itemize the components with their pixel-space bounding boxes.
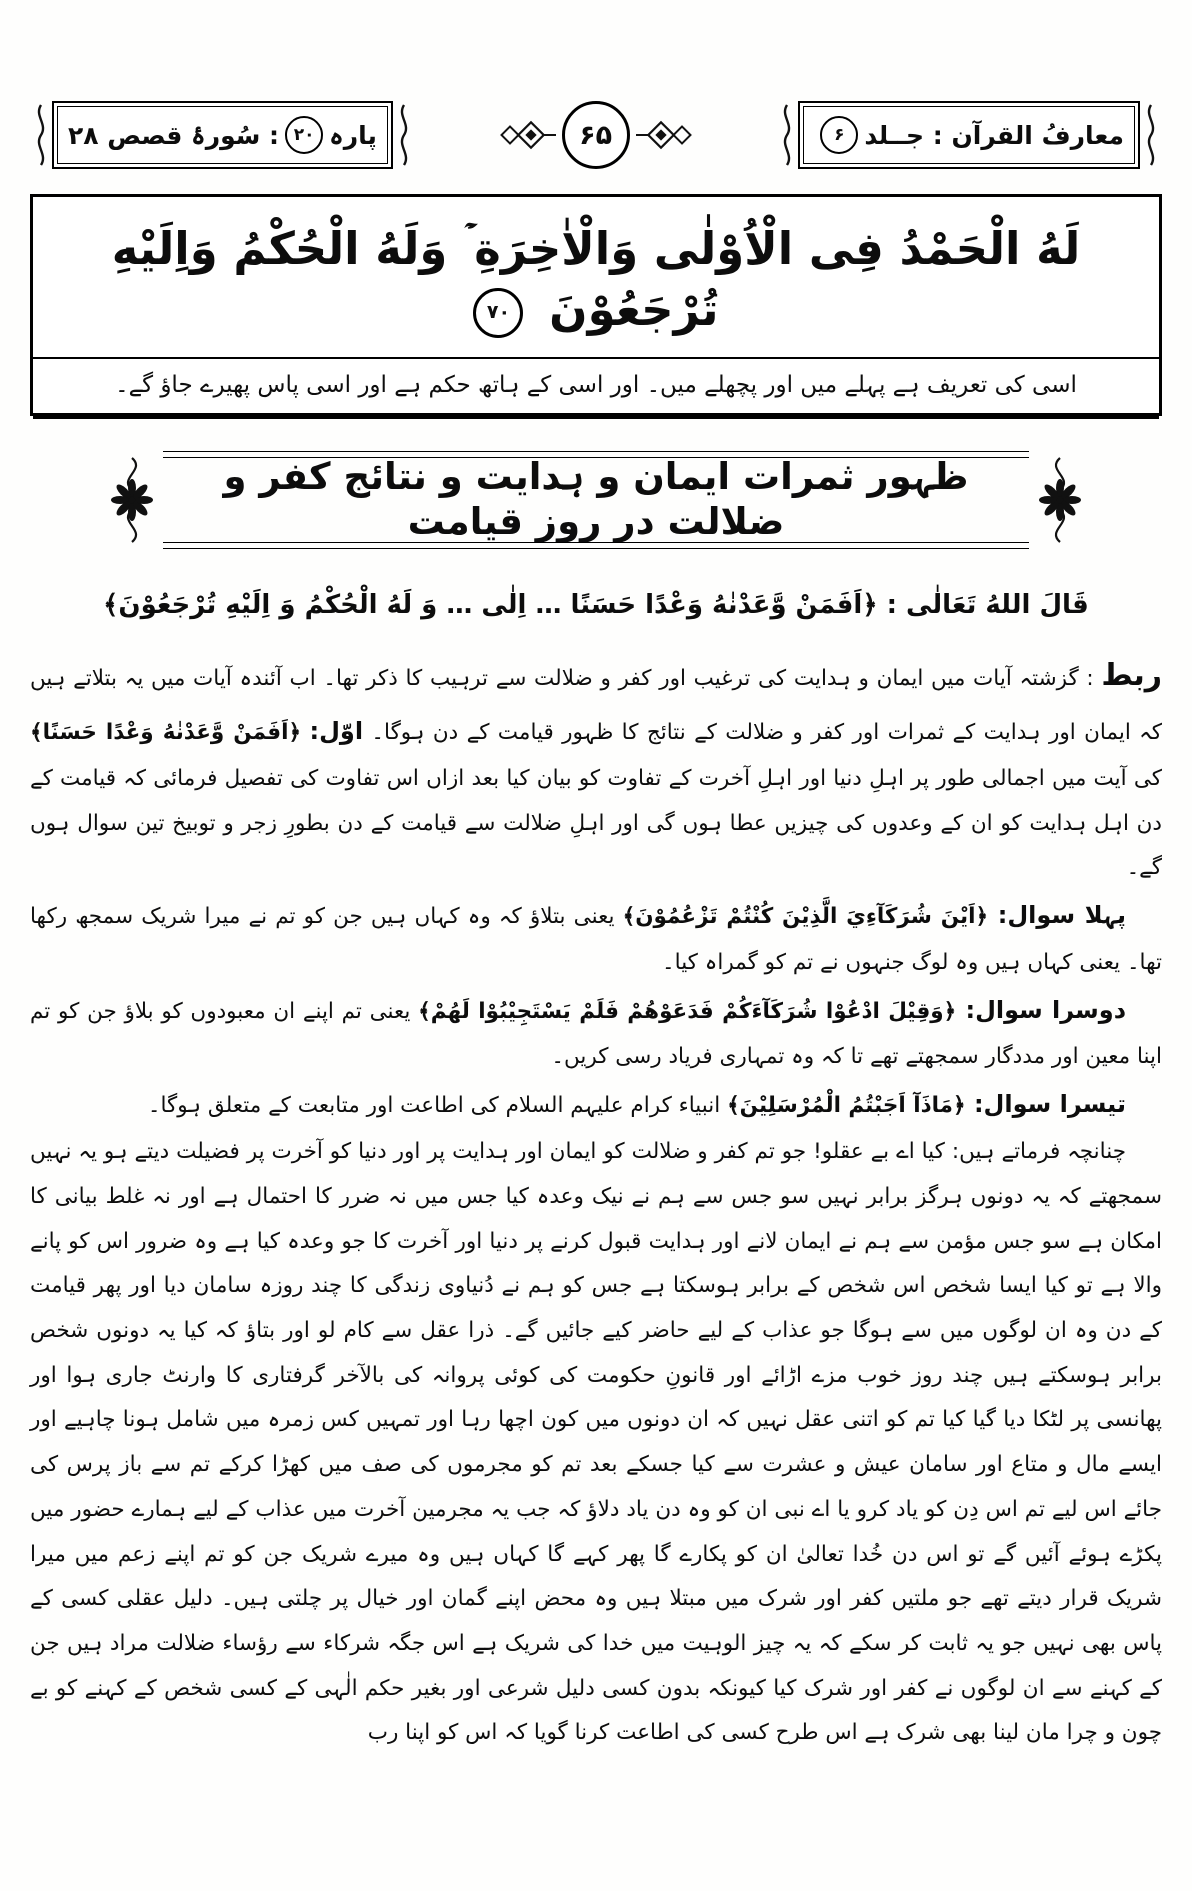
text-segment: ﴿وَقِيْلَ ادْعُوْا شُرَكَآءَكُمْ فَدَعَوْهُمْ فَلَمْ يَسْتَجِيْبُوْا لَهُمْ﴾ (418, 998, 957, 1024)
book-title: معارفُ القرآن : جــلد (864, 120, 1124, 150)
scroll-bracket-icon (1143, 103, 1159, 167)
text-segment: پہلا سوال: (988, 900, 1126, 929)
header-volume-band (798, 101, 1140, 169)
text-segment: دوسرا سوال: (956, 995, 1127, 1024)
page-number-medallion: ۶۵ (562, 101, 630, 169)
section-heading-ornament-box (105, 444, 1087, 556)
text-segment: ﴿اَفَمَنْ وَّعَدْنٰهُ وَعْدًا حَسَنًا﴾ (30, 719, 302, 745)
scroll-bracket-icon (779, 103, 795, 167)
text-segment: یعنی تم اپنے ان معبودوں کو بلاؤ جن کو تم اپنا معین اور مددگار سمجھتے تھے تا کہ وہ تمہاری فریاد رسی کریں۔ (30, 998, 1162, 1070)
diamond-ornament-icon (636, 113, 692, 157)
surah-label: : سُورۂ قصص ۲۸ (68, 120, 280, 150)
paragraph-explanation (30, 1130, 1162, 1756)
section-heading: ظہور ثمرات ایمان و ہدایت و نتائج کفر و ضلالت در روز قیامت (223, 455, 969, 543)
text-segment: اوّل: (309, 716, 364, 745)
scroll-bracket-icon (396, 103, 412, 167)
paragraph-third-question (30, 1080, 1162, 1130)
text-segment: یعنی بتلاؤ کہ وہ کہاں ہیں جن کو تم نے میرا شریک سمجھ رکھا تھا۔ یعنی کہاں ہیں وہ لوگ جنہوں نے تم کو گمراہ کیا۔ (30, 903, 1162, 975)
text-segment: چنانچہ فرماتے ہیں: کیا اے بے عقلو! جو تم کفر و ضلالت کو ایمان اور ہدایت پر اور دنیا کو آخرت پر فضیلت دیتے ہو یہ نہیں سمجھتے کہ یہ دونوں ہرگز برابر نہیں سو جس سے ہم نے نیک وعدہ کیا جس میں نہ ضرر کا احتمال ہے اور نہ غلط بیانی کا امکان ہے سو جس مؤمن سے ہم نے ایمان لانے اور ہدایت قبول کرنے پر دنیا اور آخرت کا جو وعدہ کیا ہے وہ ضرور اس کو پانے والا ہے تو کیا ایسا شخص اس شخص کے برابر ہوسکتا ہے جس کو ہم نے دُنیاوی زندگی کا چند روزہ سامان دیا اور پھر قیامت کے دن وہ ان لوگوں میں سے ہوگا جو عذاب کے لیے حاضر کیے جائیں گے۔ ذرا عقل سے کام لو اور بتاؤ کہ کیا یہ دونوں شخص برابر ہوسکتے ہیں چند روز خوب مزے اڑائے اور قانونِ حکومت کی کوئی پروانہ کی بالآخر گرفتاری کا وارنٹ جاری ہوا اور پھانسی پر لٹکا دیا گیا کیا تم کو اتنی عقل نہیں کہ ان دونوں میں کون اچھا رہا اور تمہیں کس زمرہ میں شامل ہونا چاہیے اور ایسے مال و متاع اور سامان عیش و عشرت سے کیا جسکے بعد تم کو مجرموں کی صف میں کھڑا کرکے تم سے باز پرس کی جائے اس لیے تم اس دِن کو یاد کرو یا اے نبی ان کو وہ دن یاد دلاؤ کہ جب یہ مجرمین آخرت میں عذاب کے لیے ہمارے حضور میں پکڑے ہوئے آئیں گے تو اس دن خُدا تعالیٰ ان کو پکارے گا پھر کہے گا کہاں ہیں وہ میرے شریک جن کو تم اپنے زعم میں میرا شریک قرار دیتے تھے جو ملتیں کفر اور شرک میں مبتلا ہیں وہ محض اپنے گمان اور خیال پر چلتی ہیں۔ دلیل عقلی کسی کے پاس بھی نہیں جو یہ ثابت کر سکے کہ یہ چیز الوہیت میں خدا کی شریک ہے اس جگہ شرکاء سے رؤساء ضلالت مراد ہیں جن کے کہنے سے ان لوگوں نے کفر اور شرک کیا کیونکہ بدون کسی دلیل شرعی اور بغیر حکم الٰہی کے کسی شخص کے کہنے کو بے چون و چرا مان لینا بھی شرک ہے اس طرح کسی کی اطاعت کرنا گویا کہ اس کو اپنا رب (30, 1139, 1162, 1746)
para-label: پارہ (329, 120, 377, 150)
quoted-ayah-line: قَالَ اللهُ تَعَالٰى : ﴿اَفَمَنْ وَّعَدْنٰهُ وَعْدًا حَسَنًا … اِلٰى … وَ لَهُ الْحُكْمُ وَ اِلَيْهِ تُرْجَعُوْنَ﴾ (103, 589, 1089, 620)
text-segment: : گزشتہ آیات میں ایمان و ہدایت کی ترغیب اور کفر و ضلالت سے ترہیب کا ذکر تھا۔ اب آئندہ آیات میں یہ بتلاتے ہیں کہ ایمان اور ہدایت کے ثمرات اور کفر و ضلالت کے نتائج کا ظہور قیامت کے دن ہوگا۔ (30, 665, 1162, 745)
quran-verse-box (30, 194, 1162, 416)
paragraph-first-question (30, 891, 1162, 986)
text-segment: ربط (1101, 657, 1162, 693)
rosette-flourish-icon (105, 452, 159, 548)
text-segment: تیسرا سوال: (965, 1090, 1126, 1119)
text-segment: ﴿اَيْنَ شُرَكَآءِيَ الَّذِيْنَ كُنْتُمْ تَزْعُمُوْنَ﴾ (622, 903, 989, 929)
text-segment: ﴿مَاذَآ اَجَبْتُمُ الْمُرْسَلِيْنَ﴾ (727, 1093, 966, 1119)
text-segment: انبیاء کرام علیہم السلام کی اطاعت اور متابعت کے متعلق ہوگا۔ (147, 1093, 728, 1119)
header-center-ornament (415, 101, 776, 169)
quran-verse-arabic (33, 197, 1159, 357)
ayah-number-marker: ۷۰ (473, 288, 523, 338)
rosette-flourish-icon (1033, 452, 1087, 548)
verse-urdu-translation: اسی کی تعریف ہے پہلے میں اور پچھلے میں۔ اور اسی کے ہاتھ حکم ہے اور اسی پاس پھیرے جاؤ گے۔ (33, 357, 1159, 413)
scroll-bracket-icon (33, 103, 49, 167)
paragraph-second-question (30, 986, 1162, 1081)
commentary-body (30, 645, 1162, 1757)
verse-text: لَهُ الْحَمْدُ فِى الْاُوْلٰى وَالْاٰخِرَةِ ۡ وَلَهُ الْحُكْمُ وَاِلَيْهِ تُرْجَعُوْنَ (111, 222, 1081, 336)
text-segment: کی آیت میں اجمالی طور پر اہلِ دنیا اور اہلِ آخرت کے تفاوت کو بیان کیا بعد ازاں اس تفاوت کی تفصیل فرمائی کہ قیامت کے دن اہل ہدایت کو ان کے وعدوں کی چیزیں عطا ہوں گی اور اہلِ ضلالت سے قیامت کے دن بطورِ زجر و توبیخ تین سوال ہوں گے۔ (30, 765, 1162, 881)
header-surah-band (52, 101, 393, 169)
diamond-ornament-icon (500, 113, 556, 157)
page-header (30, 92, 1162, 178)
para-number-badge: ۲۰ (285, 116, 323, 154)
volume-number-badge: ۶ (820, 116, 858, 154)
paragraph-rabt (30, 645, 1162, 891)
